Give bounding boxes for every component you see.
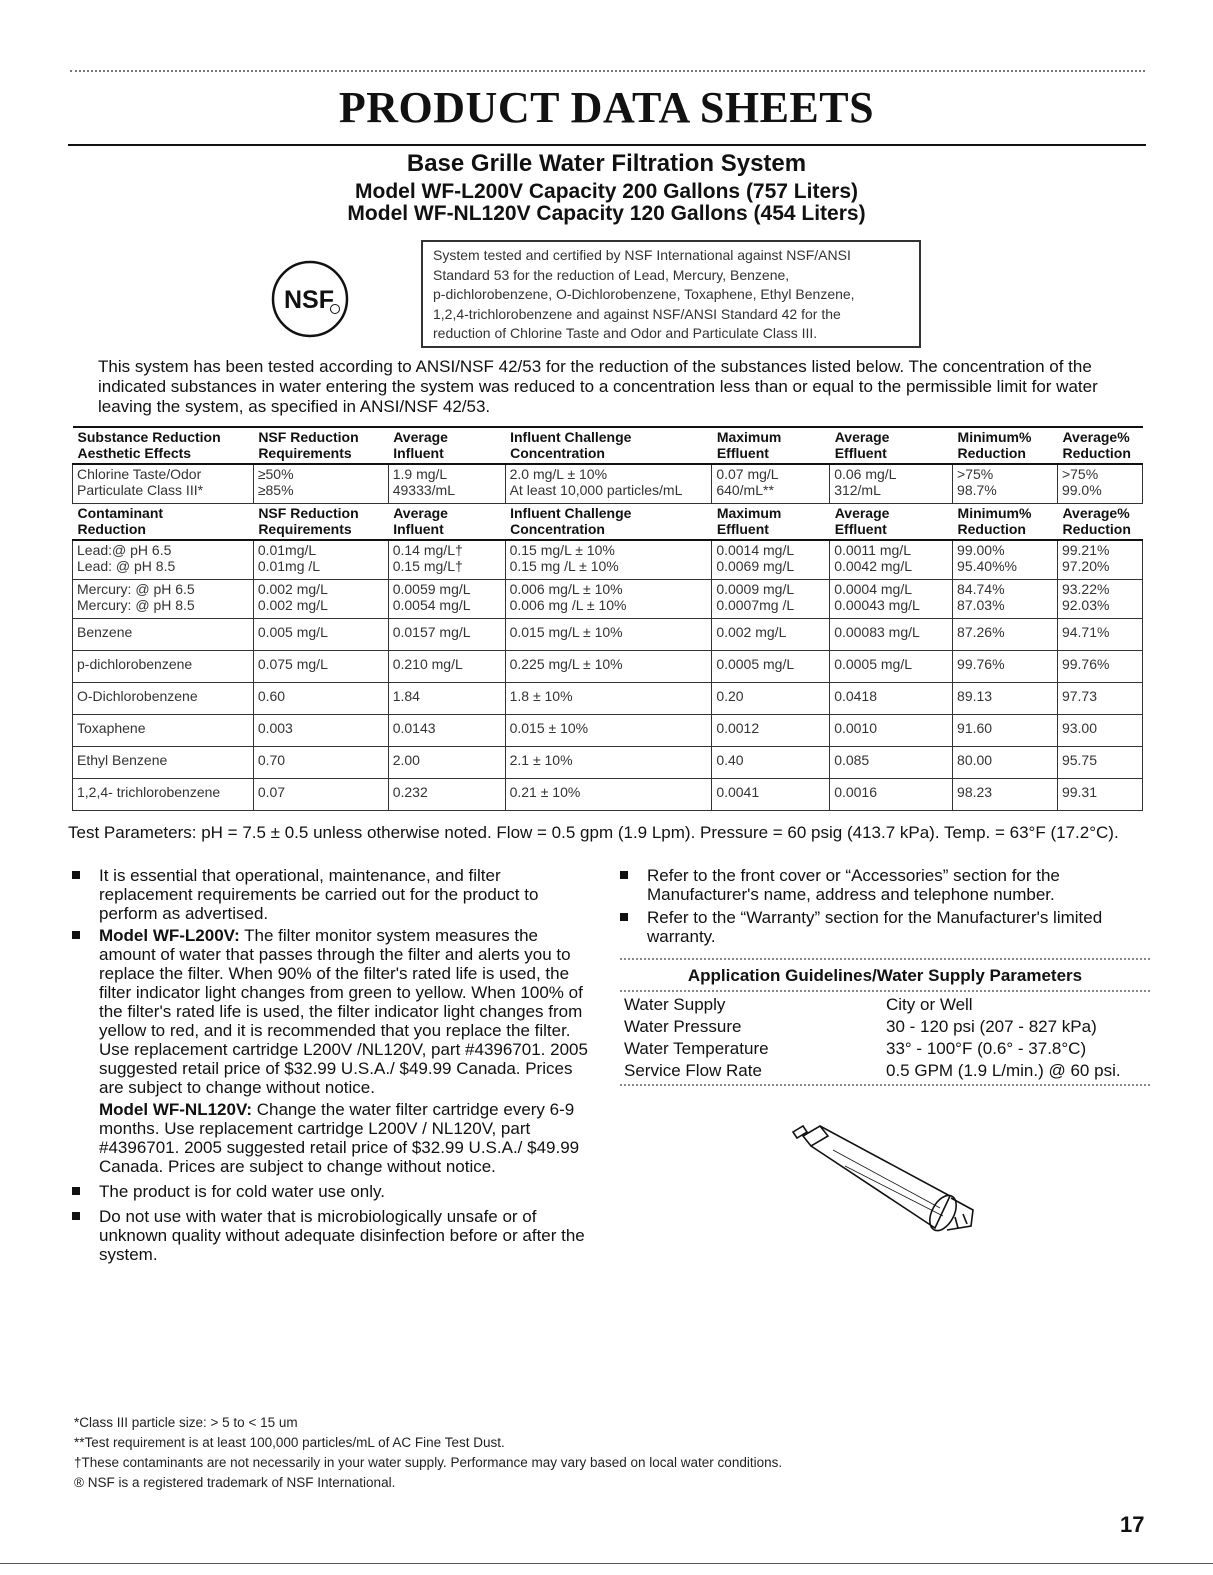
cell-line: ≥50% xyxy=(257,466,294,482)
cell-line: Lead: @ pH 8.5 xyxy=(77,558,176,574)
header-line: Substance Reduction xyxy=(77,429,221,445)
header-line: Minimum% xyxy=(957,429,1032,445)
table-cell xyxy=(712,715,830,747)
cell-line: 0.0042 mg/L xyxy=(834,558,913,574)
cell-line: 0.002 mg/L xyxy=(257,581,328,597)
table-cell xyxy=(253,715,388,747)
table-cell xyxy=(830,715,953,747)
table-cell xyxy=(253,683,388,715)
cert-line: Standard 53 for the reduction of Lead, Mercury, Benzene, xyxy=(433,266,790,283)
filter-cartridge-illustration xyxy=(775,1118,985,1248)
cell-line: 0.006 mg /L ± 10% xyxy=(509,597,627,613)
table-row xyxy=(73,779,1143,811)
header-line: Reduction xyxy=(1062,445,1131,461)
guideline-row xyxy=(620,1060,1150,1082)
title-rule xyxy=(68,144,1146,146)
cell-line: 84.74% xyxy=(957,581,1005,597)
cell-line: 1.8 ± 10% xyxy=(509,688,573,704)
cell-line: 1.9 mg/L xyxy=(392,466,448,482)
table-cell xyxy=(388,683,505,715)
header-line: Influent xyxy=(393,521,444,537)
bullet-icon xyxy=(620,871,628,879)
cert-line: reduction of Chlorine Taste and Odor and Particulate Class III. xyxy=(433,325,818,341)
table-cell xyxy=(253,651,388,683)
cell-line: 312/mL xyxy=(834,482,881,498)
table-row xyxy=(73,651,1143,683)
guideline-value: 33° - 100°F (0.6° - 37.8°C) xyxy=(886,1039,1087,1058)
table-cell xyxy=(1057,619,1142,651)
table-cell xyxy=(505,779,712,811)
cell-line: 0.003 xyxy=(257,720,293,736)
footnote: **Test requirement is at least 100,000 particles/mL of AC Fine Test Dust. xyxy=(74,1435,505,1450)
footnotes xyxy=(74,1413,1074,1493)
cell-line: p-dichlorobenzene xyxy=(77,656,193,672)
table-cell xyxy=(830,540,953,580)
cell-line: 0.015 ± 10% xyxy=(509,720,589,736)
table-cell xyxy=(953,464,1058,504)
table-cell xyxy=(73,715,254,747)
column-header xyxy=(388,427,505,464)
cell-line: 98.7% xyxy=(957,482,997,498)
guideline-row xyxy=(620,994,1150,1016)
cell-line: >75% xyxy=(1061,466,1099,482)
header-line: Influent xyxy=(393,445,444,461)
cell-line: 0.40 xyxy=(716,752,744,768)
column-header xyxy=(712,427,830,464)
table-cell xyxy=(253,580,388,619)
cell-line: 0.0009 mg/L xyxy=(716,581,795,597)
cell-line: 0.0005 mg/L xyxy=(834,656,913,672)
guideline-value: 0.5 GPM (1.9 L/min.) @ 60 psi. xyxy=(886,1061,1121,1080)
cell-line: 99.0% xyxy=(1061,482,1102,498)
guidelines-section xyxy=(620,958,1150,1086)
table-cell xyxy=(1057,651,1142,683)
table-cell xyxy=(830,651,953,683)
bullet-item xyxy=(72,926,592,1097)
cell-line: Mercury: @ pH 6.5 xyxy=(77,581,195,597)
guidelines-title: Application Guidelines/Water Supply Parameters xyxy=(687,966,1083,985)
bullet-item xyxy=(620,908,1150,946)
header-line: Average xyxy=(393,505,448,521)
cell-line: 0.0069 mg/L xyxy=(716,558,795,574)
cell-line: 1.84 xyxy=(392,688,420,704)
table-row xyxy=(73,683,1143,715)
column-header xyxy=(505,504,712,541)
table-cell xyxy=(505,651,712,683)
header-line: Maximum xyxy=(716,505,782,521)
bullet-text: Refer to the front cover or “Accessories” section for the Manufacturer's name, address and telephone number. xyxy=(647,866,1060,904)
cell-line: 0.232 xyxy=(392,784,428,800)
table-cell xyxy=(73,619,254,651)
header-line: Minimum% xyxy=(957,505,1032,521)
bullet-icon xyxy=(72,1212,80,1220)
bullet-icon xyxy=(72,871,80,879)
column-header xyxy=(830,427,953,464)
header-line: Requirements xyxy=(258,521,352,537)
table-cell xyxy=(712,619,830,651)
table-row xyxy=(73,580,1143,619)
header-line: Aesthetic Effects xyxy=(77,445,192,461)
table-row xyxy=(73,747,1143,779)
cell-line: 0.225 mg/L ± 10% xyxy=(509,656,623,672)
cell-line: Particulate Class III* xyxy=(77,482,204,498)
table-cell xyxy=(388,464,505,504)
header-line: NSF Reduction xyxy=(258,505,359,521)
model-nl120v-heading: Model WF-NL120V Capacity 120 Gallons (454 Liters) xyxy=(347,202,866,225)
cell-line: 0.0010 xyxy=(834,720,878,736)
column-header xyxy=(830,504,953,541)
performance-data-table xyxy=(72,426,1143,811)
cell-line: 93.22% xyxy=(1061,581,1110,597)
header-line: NSF Reduction xyxy=(258,429,359,445)
column-header xyxy=(73,427,254,464)
column-header xyxy=(953,504,1058,541)
table-cell xyxy=(505,580,712,619)
model-l200v-heading: Model WF-L200V Capacity 200 Gallons (757 Liters) xyxy=(355,180,858,203)
right-column xyxy=(620,866,1150,1086)
header-line: Influent Challenge xyxy=(510,505,632,521)
header-line: Influent Challenge xyxy=(510,429,632,445)
table-cell xyxy=(73,464,254,504)
cell-line: 0.210 mg/L xyxy=(392,656,463,672)
table-cell xyxy=(712,464,830,504)
cell-line: Mercury: @ pH 8.5 xyxy=(77,597,195,613)
header-line: Average% xyxy=(1062,505,1130,521)
cell-line: 0.0012 xyxy=(716,720,760,736)
cell-line: 0.00083 mg/L xyxy=(834,624,920,640)
table-cell xyxy=(953,540,1058,580)
table-cell xyxy=(388,580,505,619)
table-cell xyxy=(505,540,712,580)
table-cell xyxy=(830,779,953,811)
page-number: 17 xyxy=(1120,1512,1145,1537)
cell-line: 0.006 mg/L ± 10% xyxy=(509,581,623,597)
bullet-text: Refer to the “Warranty” section for the Manufacturer's limited warranty. xyxy=(647,908,1103,946)
table-cell xyxy=(953,619,1058,651)
table-cell xyxy=(1057,747,1142,779)
column-header xyxy=(253,427,388,464)
header-line: Average xyxy=(393,429,448,445)
cell-line: 95.40%% xyxy=(957,558,1017,574)
cell-line: 0.70 xyxy=(257,752,286,768)
section-heading: Base Grille Water Filtration System xyxy=(406,150,807,177)
bullet-item xyxy=(620,866,1150,904)
table-cell xyxy=(712,683,830,715)
cell-line: 97.73 xyxy=(1061,688,1098,704)
cell-line: 0.00043 mg/L xyxy=(834,597,920,613)
table-cell xyxy=(505,715,712,747)
bullet-item xyxy=(72,1207,592,1264)
header-line: Reduction xyxy=(1062,521,1131,537)
table-cell xyxy=(712,651,830,683)
table-row xyxy=(73,464,1143,504)
cell-line: 0.0041 xyxy=(716,784,760,800)
guideline-label: Water Pressure xyxy=(624,1017,742,1036)
cell-line: 93.00 xyxy=(1061,720,1098,736)
header-line: Maximum xyxy=(716,429,782,445)
cell-line: Lead:@ pH 6.5 xyxy=(77,542,172,558)
model-label: Model WF-NL120V: xyxy=(99,1100,253,1119)
bottom-rule xyxy=(0,1563,1213,1564)
cell-line: 0.002 mg/L xyxy=(716,624,787,640)
header-line: Effluent xyxy=(834,445,887,461)
column-header xyxy=(505,427,712,464)
cell-line: 2.1 ± 10% xyxy=(509,752,573,768)
cell-line: 0.0016 xyxy=(834,784,878,800)
cell-line: 0.075 mg/L xyxy=(257,656,328,672)
table-row xyxy=(73,619,1143,651)
cert-line: System tested and certified by NSF International against NSF/ANSI xyxy=(433,247,851,263)
cell-line: Chlorine Taste/Odor xyxy=(77,466,202,482)
cell-line: 99.00% xyxy=(957,542,1005,558)
cell-line: 2.00 xyxy=(392,752,420,768)
cell-line: 0.0004 mg/L xyxy=(834,581,913,597)
table-cell xyxy=(388,715,505,747)
bullet-item xyxy=(72,866,592,923)
cell-line: 0.005 mg/L xyxy=(257,624,328,640)
cell-line: 0.15 mg/L† xyxy=(392,558,463,574)
top-dotted-rule xyxy=(70,70,1145,72)
guideline-label: Water Supply xyxy=(624,995,726,1014)
cell-line: 640/mL** xyxy=(716,482,774,498)
cell-line: 99.31 xyxy=(1061,784,1098,800)
cell-line: 0.0007mg /L xyxy=(716,597,795,613)
header-line: Requirements xyxy=(258,445,352,461)
table-cell xyxy=(712,580,830,619)
table-cell xyxy=(388,540,505,580)
cell-line: 0.01mg /L xyxy=(257,558,321,574)
bullet-text: Do not use with water that is microbiologically unsafe or of unknown quality without adequate disinfection before or after the system. xyxy=(99,1207,585,1264)
table-cell xyxy=(953,651,1058,683)
table-cell xyxy=(712,540,830,580)
header-line: Effluent xyxy=(716,445,769,461)
table-cell xyxy=(830,580,953,619)
cell-line: 0.0059 mg/L xyxy=(392,581,471,597)
table-header-row xyxy=(73,427,1143,464)
cell-line: 0.14 mg/L† xyxy=(392,542,463,558)
cell-line: 2.0 mg/L ± 10% xyxy=(509,466,608,482)
cell-line: 0.15 mg /L ± 10% xyxy=(509,558,619,574)
bullet-text: It is essential that operational, maintenance, and filter replacement requirements be carried out for the product to perform as advertised. xyxy=(99,866,539,923)
dotted-divider xyxy=(620,958,1150,960)
guideline-label: Service Flow Rate xyxy=(624,1061,762,1080)
nsf-certification-box xyxy=(421,240,921,348)
cell-line: 0.60 xyxy=(257,688,286,704)
cell-line: 49333/mL xyxy=(392,482,455,498)
cell-line: ≥85% xyxy=(257,482,294,498)
column-header xyxy=(73,504,254,541)
table-cell xyxy=(953,779,1058,811)
table-cell xyxy=(830,683,953,715)
guidelines-list xyxy=(620,992,1150,1084)
cell-line: 95.75 xyxy=(1061,752,1098,768)
table-cell xyxy=(1057,580,1142,619)
table-cell xyxy=(953,747,1058,779)
cell-line: 0.0143 xyxy=(392,720,436,736)
cell-line: >75% xyxy=(957,466,994,482)
header-line: Concentration xyxy=(510,521,605,537)
cell-line: 91.60 xyxy=(957,720,993,736)
cell-line: O-Dichlorobenzene xyxy=(77,688,198,704)
table-cell xyxy=(73,580,254,619)
table-cell xyxy=(712,779,830,811)
footnote: *Class III particle size: > 5 to < 15 um xyxy=(74,1415,298,1430)
cell-line: 97.20% xyxy=(1061,558,1110,574)
cell-line: 0.0157 mg/L xyxy=(392,624,471,640)
table-row xyxy=(73,715,1143,747)
header-line: Concentration xyxy=(510,445,605,461)
table-cell xyxy=(388,779,505,811)
cell-line: 0.0011 mg/L xyxy=(834,542,911,558)
model-nl120v-paragraph xyxy=(72,1100,592,1176)
cell-line: 80.00 xyxy=(957,752,993,768)
table-cell xyxy=(73,651,254,683)
table-cell xyxy=(830,747,953,779)
header-line: Average xyxy=(834,505,890,521)
guideline-row xyxy=(620,1016,1150,1038)
table-cell xyxy=(830,619,953,651)
table-cell xyxy=(253,540,388,580)
table-cell xyxy=(505,464,712,504)
bullet-text: The filter monitor system measures the amount of water that passes through the filter and alerts you to replace the filter. When 90% of the filter's rated life is used, the filter indicator light changes from green to yellow. When 100% of the filter's rated life is used, the filter indicator light changes from yellow to red, and it is recommended that you replace the filter. Use replacement cartridge L200V /NL120V, part #4396701. 2005 suggested retail price of $32.99 U.S.A./ $49.99 Canada. Prices are subject to change without notice. xyxy=(99,926,588,1097)
paragraph-text: Change the water filter cartridge every 6-9 months. Use replacement cartridge L200V / NL120V, part #4396701. 2005 suggested retail price of $32.99 U.S.A./ $49.99 Canada. Prices are subject to change without notice. xyxy=(99,1100,580,1176)
cell-line: 99.76% xyxy=(1061,656,1110,672)
cell-line: 87.26% xyxy=(957,624,1005,640)
header-line: Average xyxy=(834,429,890,445)
column-header xyxy=(1057,427,1142,464)
bullet-text: The product is for cold water use only. xyxy=(99,1182,385,1201)
table-cell xyxy=(830,464,953,504)
table-cell xyxy=(1057,779,1142,811)
svg-text:NSF: NSF xyxy=(284,286,334,314)
header-line: Reduction xyxy=(77,521,146,537)
cell-line: Toxaphene xyxy=(77,720,146,736)
table-cell xyxy=(388,619,505,651)
table-cell xyxy=(73,683,254,715)
left-column xyxy=(72,866,592,1267)
cert-line: 1,2,4-trichlorobenzene and against NSF/ANSI Standard 42 for the xyxy=(433,305,841,322)
column-header xyxy=(388,504,505,541)
table-cell xyxy=(73,747,254,779)
table-cell xyxy=(953,580,1058,619)
table-cell xyxy=(253,779,388,811)
test-parameters: Test Parameters: pH = 7.5 ± 0.5 unless otherwise noted. Flow = 0.5 gpm (1.9 Lpm). Pressure = 60 psig (413.7 kPa). Temp. = 63°F (17.2°C). xyxy=(68,823,1119,842)
header-line: Contaminant xyxy=(77,505,164,521)
cell-line: 0.07 mg/L xyxy=(716,466,779,482)
nsf-logo xyxy=(271,260,349,338)
table-cell xyxy=(1057,683,1142,715)
cell-line: 0.06 mg/L xyxy=(834,466,897,482)
guideline-value: City or Well xyxy=(886,995,973,1014)
table-cell xyxy=(1057,715,1142,747)
column-header xyxy=(953,427,1058,464)
bullet-icon xyxy=(72,931,80,939)
bullet-item xyxy=(72,1182,592,1201)
table-cell xyxy=(388,651,505,683)
cell-line: 0.015 mg/L ± 10% xyxy=(509,624,623,640)
bullet-icon xyxy=(620,913,628,921)
page-title: PRODUCT DATA SHEETS xyxy=(338,83,875,132)
footnote: †These contaminants are not necessarily in your water supply. Performance may vary based on local water conditions. xyxy=(74,1455,783,1470)
cell-line: 0.0418 xyxy=(834,688,878,704)
intro-paragraph: This system has been tested according to ANSI/NSF 42/53 for the reduction of the substances listed below. The concentration of the indicated substances in water entering the system was reduced to a concentration less than or equal to the permissible limit for water leaving the system, as specified in ANSI/NSF 42/53. xyxy=(98,357,1098,416)
table-cell xyxy=(73,779,254,811)
cell-line: 0.0005 mg/L xyxy=(716,656,795,672)
cert-line: p-dichlorobenzene, O-Dichlorobenzene, Toxaphene, Ethyl Benzene, xyxy=(433,286,855,302)
cell-line: 98.23 xyxy=(957,784,993,800)
table-cell xyxy=(505,747,712,779)
column-header xyxy=(253,504,388,541)
model-label: Model WF-L200V: xyxy=(99,926,240,945)
cell-line: 99.21% xyxy=(1061,542,1110,558)
table-cell xyxy=(505,619,712,651)
table-cell xyxy=(1057,540,1142,580)
header-line: Reduction xyxy=(957,521,1026,537)
cell-line: 94.71% xyxy=(1061,624,1110,640)
table-header-row xyxy=(73,504,1143,541)
cell-line: 87.03% xyxy=(957,597,1005,613)
cell-line: 0.01mg/L xyxy=(257,542,317,558)
cell-line: 0.085 xyxy=(834,752,870,768)
cell-line: 0.07 xyxy=(257,784,286,800)
table-cell xyxy=(253,747,388,779)
table-cell xyxy=(253,464,388,504)
guideline-row xyxy=(620,1038,1150,1060)
table-cell xyxy=(712,747,830,779)
header-line: Average% xyxy=(1062,429,1130,445)
cell-line: 0.002 mg/L xyxy=(257,597,328,613)
table-cell xyxy=(1057,464,1142,504)
cell-line: 0.15 mg/L ± 10% xyxy=(509,542,615,558)
cell-line: 99.76% xyxy=(957,656,1005,672)
column-header xyxy=(712,504,830,541)
table-cell xyxy=(73,540,254,580)
cell-line: Benzene xyxy=(77,624,133,640)
cell-line: 1,2,4- trichlorobenzene xyxy=(77,784,221,800)
cell-line: 0.0054 mg/L xyxy=(392,597,471,613)
table-row xyxy=(73,540,1143,580)
cell-line: 92.03% xyxy=(1061,597,1110,613)
table-cell xyxy=(253,619,388,651)
footnote: ® NSF is a registered trademark of NSF International. xyxy=(74,1475,396,1490)
cell-line: 0.0014 mg/L xyxy=(716,542,795,558)
header-line: Effluent xyxy=(716,521,769,537)
dotted-divider xyxy=(620,1084,1150,1086)
cell-line: Ethyl Benzene xyxy=(77,752,168,768)
column-header xyxy=(1057,504,1142,541)
table-cell xyxy=(505,683,712,715)
table-cell xyxy=(953,715,1058,747)
cell-line: 0.21 ± 10% xyxy=(509,784,581,800)
header-line: Reduction xyxy=(957,445,1026,461)
guideline-value: 30 - 120 psi (207 - 827 kPa) xyxy=(886,1017,1097,1036)
cell-line: 0.20 xyxy=(716,688,744,704)
cell-line: 89.13 xyxy=(957,688,993,704)
header-line: Effluent xyxy=(834,521,887,537)
table-cell xyxy=(388,747,505,779)
cell-line: At least 10,000 particles/mL xyxy=(509,482,683,498)
table-cell xyxy=(953,683,1058,715)
guideline-label: Water Temperature xyxy=(624,1039,769,1058)
bullet-icon xyxy=(72,1187,80,1195)
